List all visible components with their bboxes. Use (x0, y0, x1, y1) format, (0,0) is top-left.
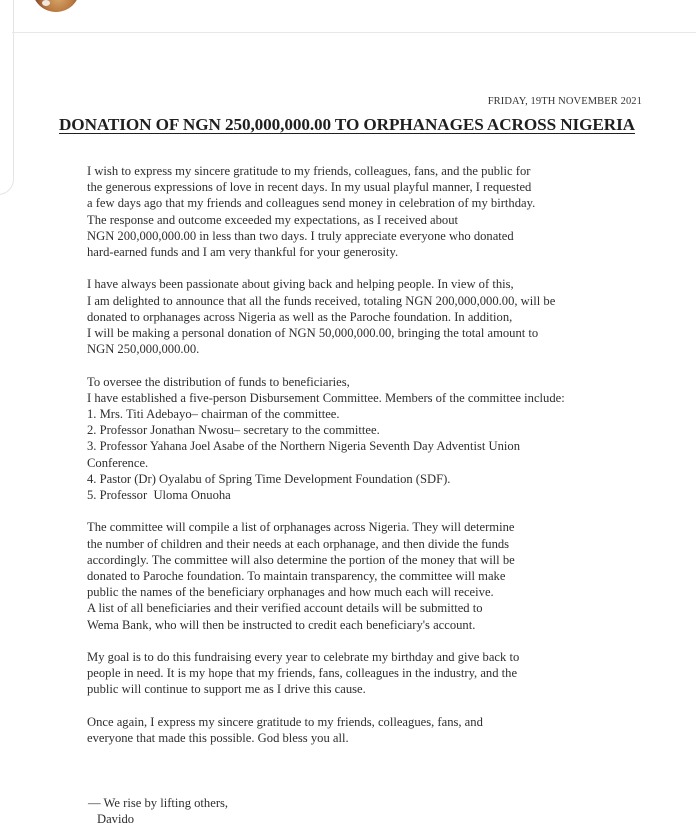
text-line: NGN 250,000,000.00. (87, 342, 200, 357)
committee-member: Conference. (87, 455, 149, 470)
header-divider (12, 32, 696, 33)
side-panel-edge (0, 0, 14, 195)
committee-member: 5. Professor Uloma Onuoha (87, 488, 231, 503)
text-line: The response and outcome exceeded my expectations, as I received about (87, 212, 459, 227)
paragraph-goal (87, 649, 667, 698)
letter-date: FRIDAY, 19TH NOVEMBER 2021 (487, 96, 642, 107)
text-line: I wish to express my sincere gratitude to my friends, colleagues, fans, and the public for (87, 164, 531, 178)
text-line: Once again, I express my sincere gratitude to my friends, colleagues, fans, and (87, 714, 483, 729)
text-line: My goal is to do this fundraising every year to celebrate my birthday and give back to (87, 650, 520, 665)
paragraph-announcement (87, 276, 667, 357)
paragraph-committee (87, 374, 667, 504)
text-line: A list of all beneficiaries and their verified account details will be submitted to (87, 601, 483, 616)
paragraph-closing (87, 714, 667, 746)
profile-avatar[interactable] (32, 0, 80, 12)
signoff-name: Davido (97, 812, 135, 826)
letter-body (87, 163, 667, 762)
text-line: a few days ago that my friends and colleagues send money in celebration of my birthday. (87, 196, 536, 211)
text-line: public the names of the beneficiary orphanages and how much each will receive. (87, 585, 494, 600)
signoff (88, 795, 228, 827)
committee-member: 1. Mrs. Titi Adebayo– chairman of the committee. (87, 407, 340, 422)
text-line: people in need. It is my hope that my friends, fans, colleagues in the industry, and the (87, 666, 518, 681)
text-line: the generous expressions of love in recent days. In my usual playful manner, I requested (87, 180, 532, 195)
paragraph-gratitude (87, 163, 667, 260)
committee-member: 2. Professor Jonathan Nwosu– secretary to the committee. (87, 423, 380, 438)
text-line: NGN 200,000,000.00 in less than two days. I truly appreciate everyone who donated (87, 228, 514, 243)
text-line: I am delighted to announce that all the funds received, totaling NGN 200,000,000.00, will be (87, 293, 556, 308)
text-line: I will be making a personal donation of NGN 50,000,000.00, bringing the total amount to (87, 326, 539, 341)
text-line: everyone that made this possible. God bless you all. (87, 731, 349, 746)
committee-member: 3. Professor Yahana Joel Asabe of the Northern Nigeria Seventh Day Adventist Union (87, 439, 521, 454)
text-line: accordingly. The committee will also determine the portion of the money that will be (87, 552, 515, 567)
text-line: I have always been passionate about giving back and helping people. In view of this, (87, 277, 514, 292)
letter-title: DONATION OF NGN 250,000,000.00 TO ORPHANAGES ACROSS NIGERIA (59, 115, 635, 134)
text-line: I have established a five-person Disbursement Committee. Members of the committee include: (87, 390, 565, 405)
text-line: To oversee the distribution of funds to beneficiaries, (87, 374, 350, 389)
text-line: the number of children and their needs at each orphanage, and then divide the funds (87, 536, 510, 551)
text-line: public will continue to support me as I drive this cause. (87, 682, 366, 697)
committee-member: 4. Pastor (Dr) Oyalabu of Spring Time Development Foundation (SDF). (87, 471, 451, 486)
text-line: Wema Bank, who will then be instructed to credit each beneficiary's account. (87, 617, 476, 632)
paragraph-process (87, 519, 667, 632)
text-line: donated to Paroche foundation. To maintain transparency, the committee will make (87, 569, 506, 584)
text-line: hard-earned funds and I am very thankful for your generosity. (87, 245, 399, 260)
signoff-motto: — We rise by lifting others, (88, 796, 229, 810)
text-line: donated to orphanages across Nigeria as well as the Paroche foundation. In addition, (87, 309, 513, 324)
text-line: The committee will compile a list of orphanages across Nigeria. They will determine (87, 520, 515, 535)
